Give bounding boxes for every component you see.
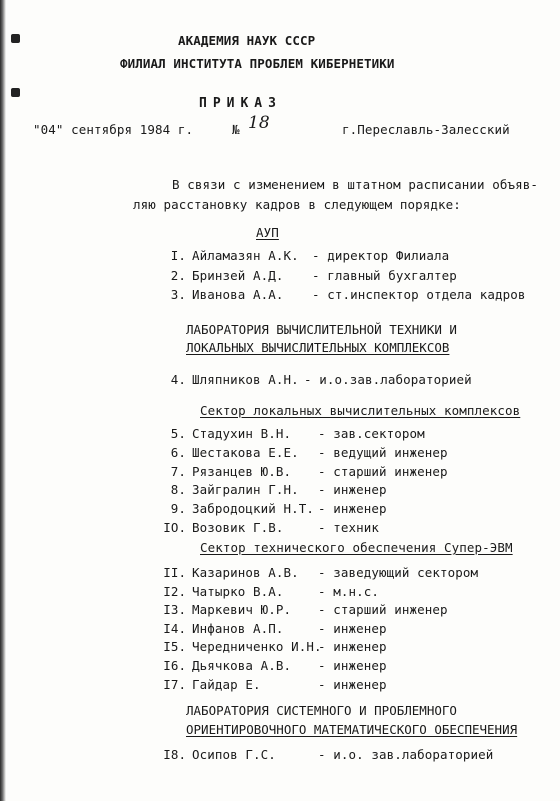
employee-position: - ведущий инженер <box>318 444 448 460</box>
row-number: 5. <box>170 426 187 441</box>
employee-position: - старший инженер <box>318 602 448 618</box>
row-number: I5. <box>163 639 187 655</box>
employee-position: - инженер <box>318 482 387 498</box>
employee-position: - м.н.с. <box>318 583 380 599</box>
employee-position: - директор Филиала <box>312 248 450 263</box>
employee-name: Айламазян А.К. <box>192 248 299 263</box>
employee-name: Инфанов А.П. <box>192 620 284 636</box>
row-number: 9. <box>170 501 187 517</box>
employee-name: Зайгралин Г.Н. <box>192 482 299 498</box>
employee-name: Казаринов А.В. <box>192 565 299 580</box>
intro-line-1: В связи с изменением в штатном расписании объяв- <box>172 177 539 192</box>
employee-position: - и.о. зав.лабораторией <box>318 747 494 762</box>
row-number: 8. <box>170 482 187 498</box>
handwritten-number: 18 <box>248 113 270 133</box>
punch-hole <box>11 88 20 97</box>
document-type: ПРИКАЗ <box>199 96 282 111</box>
employee-name: Чатырко В.А. <box>192 583 284 599</box>
row-number: 4. <box>170 372 187 387</box>
employee-position: - инженер <box>318 658 387 673</box>
row-number: 2. <box>170 267 187 283</box>
employee-name: Стадухин В.Н. <box>192 426 292 441</box>
employee-name: Возовик Г.В. <box>192 520 284 535</box>
employee-position: - и.о.зав.лабораторией <box>304 372 472 387</box>
employee-name: Бринзей А.Д. <box>192 267 284 283</box>
row-number: I2. <box>163 583 187 599</box>
intro-line-2: ляю расстановку кадров в следующем порядке: <box>133 197 461 212</box>
row-number: II. <box>163 565 187 580</box>
employee-name: Гайдар Е. <box>192 676 261 692</box>
row-number: I7. <box>163 676 187 692</box>
section-title-aup: АУП <box>256 225 279 240</box>
employee-position: - зав.сектором <box>318 426 425 441</box>
row-number: I. <box>170 248 187 263</box>
lab-spmo-title-line-1: ЛАБОРАТОРИЯ СИСТЕМНОГО И ПРОБЛЕМНОГО <box>186 703 457 718</box>
employee-position: - инженер <box>318 676 387 692</box>
branch-heading: ФИЛИАЛ ИНСТИТУТА ПРОБЛЕМ КИБЕРНЕТИКИ <box>120 56 395 71</box>
lab-vt-title-line-2: ЛОКАЛЬНЫХ ВЫЧИСЛИТЕЛЬНЫХ КОМПЛЕКСОВ <box>186 340 450 355</box>
sector-super-title: Сектор технического обеспечения Супер-ЭВМ <box>200 540 513 555</box>
lab-spmo-title-line-2: ОРИЕНТИРОВОЧНОГО МАТЕМАТИЧЕСКОГО ОБЕСПЕЧЕНИЯ <box>186 722 518 737</box>
employee-position: - инженер <box>318 620 387 636</box>
sector-lvk-title: Сектор локальных вычислительных комплексов <box>200 403 521 418</box>
employee-name: Дьячкова А.В. <box>192 658 292 673</box>
employee-position: - техник <box>318 520 380 535</box>
number-label: № <box>232 122 240 137</box>
employee-name: Маркевич Ю.Р. <box>192 602 292 618</box>
document-date: "04" сентября 1984 г. <box>33 122 194 137</box>
row-number: I3. <box>163 602 187 618</box>
punch-hole <box>11 34 20 43</box>
document-place: г.Переславль-Залесский <box>342 122 510 137</box>
lab-vt-title-line-1: ЛАБОРАТОРИЯ ВЫЧИСЛИТЕЛЬНОЙ ТЕХНИКИ И <box>186 322 457 337</box>
employee-position: - инженер <box>318 501 387 517</box>
employee-name: Шестакова Е.Е. <box>192 444 299 460</box>
row-number: 3. <box>170 287 187 302</box>
employee-name: Чередниченко И.Н. <box>192 639 322 655</box>
employee-position: - старший инженер <box>318 463 448 479</box>
employee-position: - ст.инспектор отдела кадров <box>312 287 526 302</box>
employee-position: - главный бухгалтер <box>312 267 457 283</box>
employee-name: Иванова А.А. <box>192 287 284 302</box>
academy-heading: АКАДЕМИЯ НАУК СССР <box>178 33 316 48</box>
row-number: I8. <box>163 747 187 762</box>
employee-position: - заведующий сектором <box>318 565 479 580</box>
row-number: IO. <box>163 520 187 535</box>
row-number: I6. <box>163 658 187 673</box>
scan-edge <box>0 0 6 801</box>
row-number: 7. <box>170 463 187 479</box>
employee-name: Рязанцев Ю.В. <box>192 463 292 479</box>
employee-position: - инженер <box>318 639 387 655</box>
row-number: I4. <box>163 620 187 636</box>
employee-name: Забродоцкий Н.Т. <box>192 501 315 517</box>
row-number: 6. <box>170 444 187 460</box>
employee-name: Шляпников А.Н. <box>192 372 299 387</box>
employee-name: Осипов Г.С. <box>192 747 276 762</box>
